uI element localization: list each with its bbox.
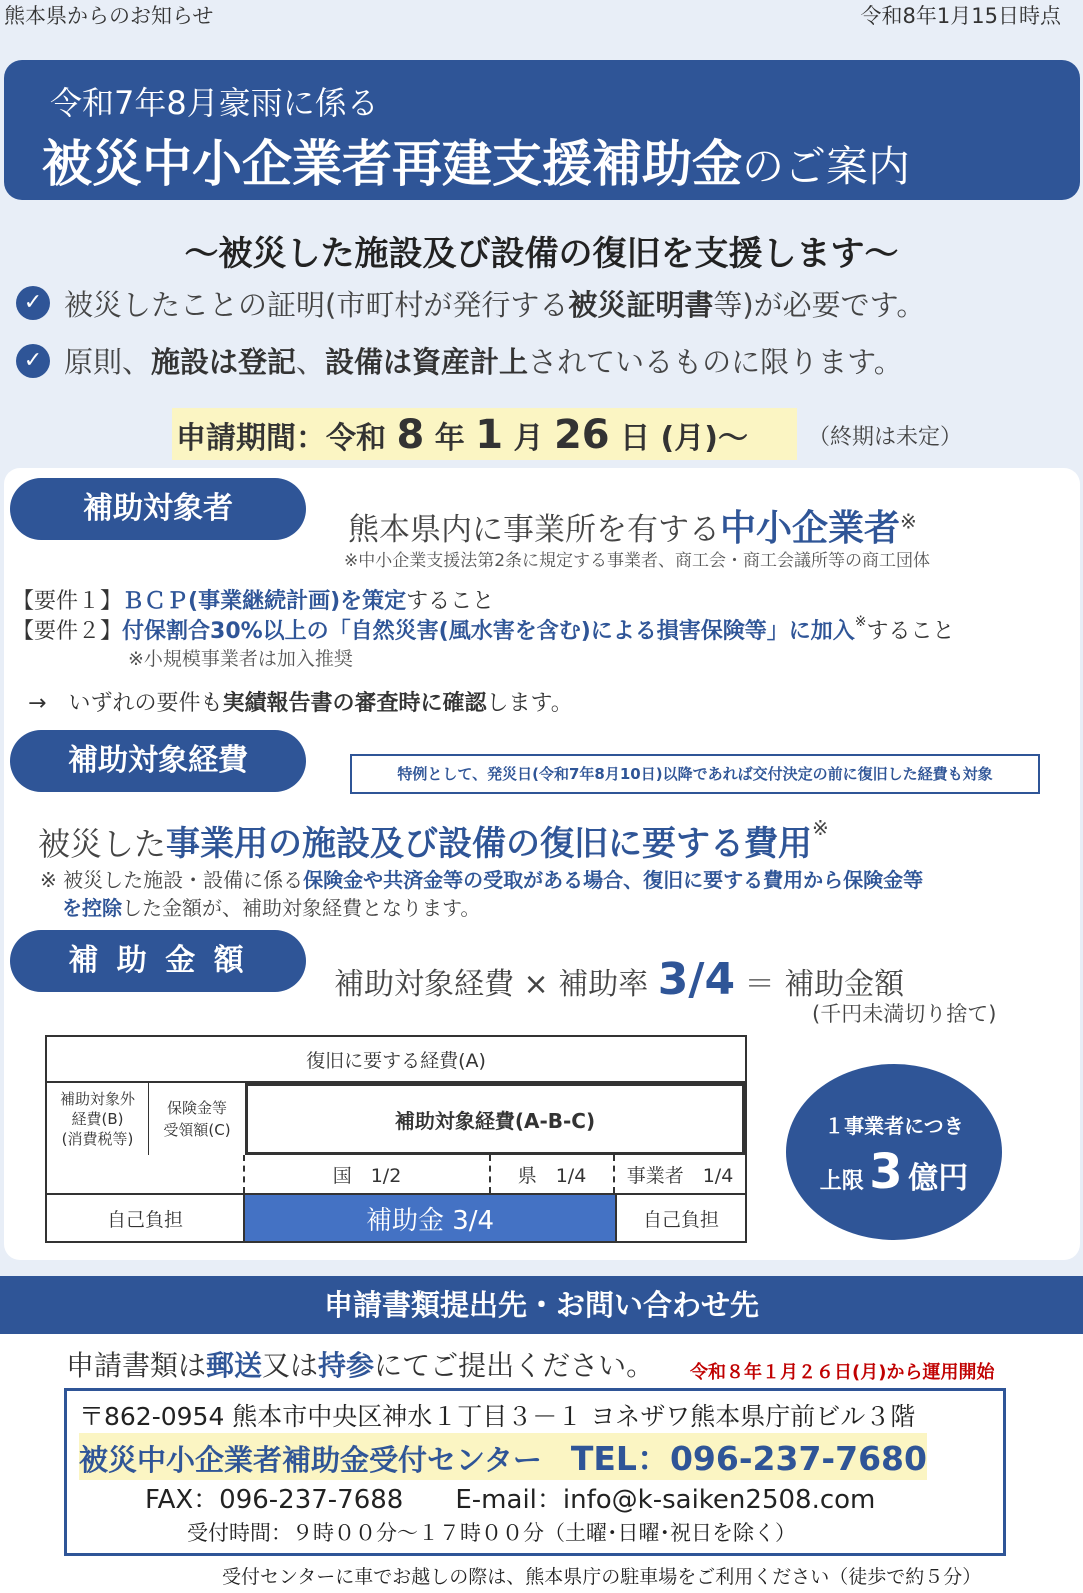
formula-equals: ＝ [744, 967, 775, 1002]
table-header-a: 復旧に要する経費(A) [47, 1037, 745, 1083]
bullet-bold: 設備は資産計上 [325, 345, 529, 379]
period-label: 申請期間：令和 [176, 421, 386, 456]
submit-text: 又は [262, 1349, 319, 1382]
cell-text: (消費税等) [61, 1130, 134, 1148]
arrow-icon: → [28, 691, 47, 716]
period-unit: 日 [620, 421, 651, 456]
cost-note-text: した金額が、補助対象経費となります。 [122, 896, 481, 920]
cost-note-bold: を控除 [62, 896, 122, 920]
req-label: 【要件１】 [12, 589, 123, 614]
cost-note-text: ※ 被災した施設・設備に係る [40, 868, 304, 892]
title-banner [4, 60, 1080, 200]
cost-note [40, 866, 923, 922]
as-of-date: 令和8年1月15日時点 [860, 4, 1061, 28]
req-text: すること [866, 619, 955, 644]
banner-subtitle: 令和7年8月豪雨に係る [50, 84, 379, 122]
table-cell-self1: 自己負担 [47, 1193, 245, 1241]
table-cell-jigyo: 事業者 1/4 [626, 1164, 734, 1187]
banner-title-suffix: のご案内 [742, 142, 911, 191]
cost-description [38, 816, 829, 865]
limit-pre: 上限 [819, 1169, 864, 1194]
submit-bold: 郵送 [206, 1349, 263, 1382]
bullet-text: 被災したことの証明(市町村が発行する [64, 288, 569, 322]
hours: 受付時間：９時００分～１７時００分（土曜･日曜･祝日を除く） [187, 1521, 796, 1545]
cost-text: 被災した [38, 825, 167, 863]
period-year: 8 [396, 412, 425, 458]
requirement-2 [12, 614, 955, 645]
notice-source: 熊本県からのお知らせ [4, 4, 214, 28]
formula-result: 補助金額 [784, 967, 905, 1002]
formula-rate: 3/4 [657, 954, 736, 1005]
banner-title-main: 被災中小企業者再建支援補助金 [42, 135, 742, 193]
contact-header: 申請書類提出先・お問い合わせ先 [0, 1276, 1083, 1334]
confirm-text: します。 [486, 691, 573, 716]
period-day: 26 [553, 412, 610, 458]
submit-text: にてご提出ください。 [374, 1349, 655, 1382]
check-icon: ✓ [16, 344, 50, 378]
confirm-bold: 実績報告書の審査時に確認 [222, 691, 487, 716]
application-period [176, 412, 748, 458]
limit-number: 3 [869, 1144, 903, 1200]
cost-note-bold: 保険金や共済金等の受取がある場合、復旧に要する費用から保険金等 [303, 868, 924, 892]
period-unit: 年 [434, 421, 465, 456]
table-cell-c [149, 1083, 245, 1155]
formula-times: × [523, 967, 549, 1002]
bullet-bold: 施設は登記 [151, 345, 297, 379]
pill-amount: 補 助 金 額 [10, 930, 306, 992]
confirm-text: いずれの要件も [68, 691, 223, 716]
target-mark: ※ [900, 509, 917, 534]
bullet-text: されているものに限ります。 [528, 345, 903, 379]
period-weekday: (月)～ [660, 421, 748, 456]
req-text: すること [406, 589, 495, 614]
period-end-note: （終期は未定） [808, 425, 963, 450]
limit-circle [786, 1064, 1002, 1240]
bullet-text: 原則、 [64, 345, 152, 379]
cost-mark: ※ [812, 816, 829, 840]
email-link[interactable]: E-mail：info@k-saiken2508.com [455, 1485, 876, 1515]
period-unit: 月 [513, 421, 544, 456]
center-name: 被災中小企業者補助金受付センター [79, 1443, 542, 1477]
submit-text: 申請書類は [66, 1349, 207, 1382]
formula-costs: 補助対象経費 [334, 967, 514, 1002]
period-month: 1 [475, 412, 504, 458]
banner-title [42, 124, 910, 196]
target-description [348, 500, 917, 551]
req-label: 【要件２】 [12, 619, 123, 644]
req-bold: 付保割合30%以上の「自然災害(風水害を含む)による損害保険等」に加入 [122, 619, 855, 644]
pill-target: 補助対象者 [10, 478, 306, 540]
submit-bold: 持参 [318, 1349, 375, 1382]
tel-link[interactable]: TEL：096-237-7680 [570, 1439, 927, 1478]
support-subtitle: ～被災した施設及び設備の復旧を支援します～ [184, 234, 899, 274]
bullet-registration [64, 340, 903, 381]
req-bold: ＢＣＰ(事業継続計画)を策定 [122, 589, 407, 614]
cell-text: 受領額(C) [163, 1121, 231, 1139]
table-cell-kuni: 国 1/2 [245, 1155, 491, 1193]
bullet-certificate [64, 283, 925, 324]
table-cell-self2: 自己負担 [615, 1193, 745, 1241]
bullet-text: 等)が必要です。 [713, 288, 926, 322]
center-line [79, 1433, 927, 1480]
cell-text: 保険金等 [166, 1099, 227, 1117]
target-text: 熊本県内に事業所を有する [348, 512, 720, 548]
formula-rate-label: 補助率 [558, 967, 649, 1002]
bullet-bold: 被災証明書 [568, 288, 714, 322]
table-cell-b [47, 1083, 149, 1155]
cost-bold: 事業用の施設及び設備の復旧に要する費用 [166, 824, 813, 864]
bullet-text: 、 [296, 345, 326, 379]
start-date: 令和８年１月２６日(月)から運用開始 [690, 1362, 995, 1383]
cost-breakdown-table [45, 1035, 747, 1243]
table-cell-subsidy: 補助金 3/4 [245, 1193, 615, 1241]
confirm-note [28, 686, 573, 717]
address: 〒862-0954 熊本市中央区神水１丁目３－１ ヨネザワ熊本県庁前ビル３階 [79, 1402, 916, 1431]
fax: FAX：096-237-7688 [145, 1485, 404, 1515]
requirement-1 [12, 584, 494, 615]
address-box [64, 1388, 1006, 1556]
table-cell-empty [47, 1155, 245, 1193]
parking-note: 受付センターに車でお越しの際は、熊本県庁の駐車場をご利用ください（徒歩で約５分） [222, 1566, 982, 1588]
target-note: ※中小企業支援法第2条に規定する事業者、商工会・商工会議所等の商工団体 [344, 551, 931, 571]
check-icon: ✓ [16, 286, 50, 320]
cell-text: 補助対象外 [59, 1090, 135, 1108]
fax-email-line [145, 1479, 875, 1516]
table-cell-target: 補助対象経費(A-B-C) [245, 1083, 745, 1155]
exception-box: 特例として、発災日(令和7年8月10日)以降であれば交付決定の前に復旧した経費も対象 [350, 754, 1040, 794]
limit-line1: １事業者につき [824, 1114, 964, 1138]
limit-unit: 億円 [908, 1161, 969, 1196]
small-business-note: ※小規模事業者は加入推奨 [128, 648, 353, 670]
pill-costs: 補助対象経費 [10, 730, 306, 792]
table-cell-ken: 県 1/4 [491, 1155, 615, 1193]
cell-text: 経費(B) [71, 1110, 124, 1128]
submit-method [66, 1344, 654, 1384]
target-bold: 中小企業者 [720, 508, 901, 549]
limit-line2 [786, 1144, 1002, 1200]
req-mark: ※ [854, 614, 867, 630]
rounding-note: (千円未満切り捨て) [812, 1002, 997, 1026]
